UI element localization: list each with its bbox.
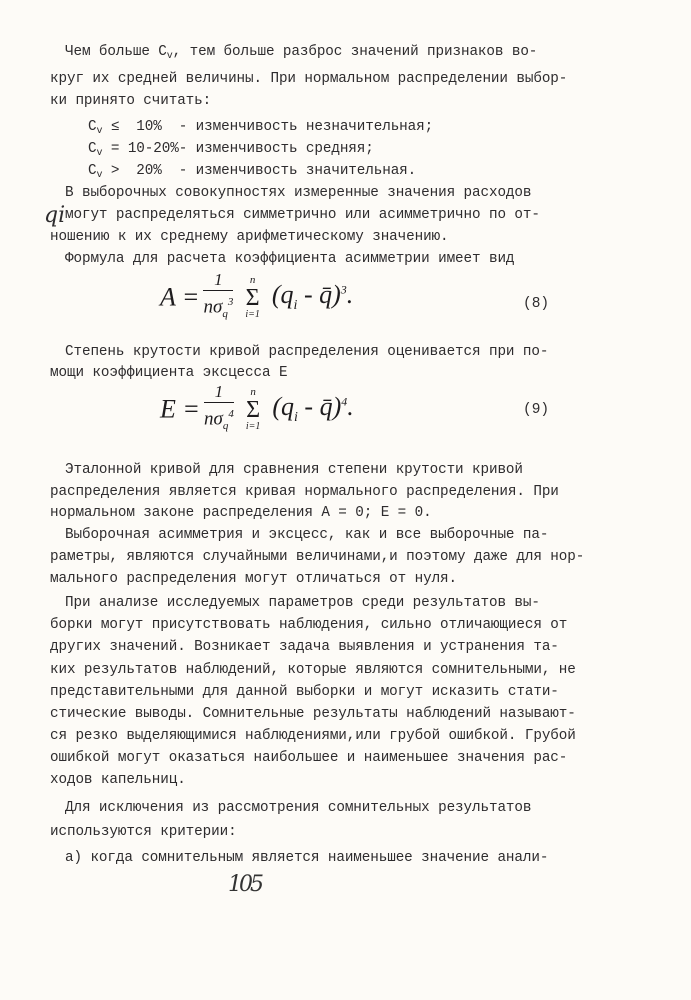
text-line [65, 43, 537, 66]
text-line: круг их средней величины. При нормальном распределении выбор- [50, 71, 568, 87]
text-line: мального распределения могут отличаться от нуля. [50, 571, 458, 587]
text-line: представительными для данной выборки и могут исказить стати- [50, 684, 559, 700]
period: . [347, 392, 354, 422]
text-line: других значений. Возникает задача выявления и устранения та- [50, 639, 559, 655]
text-line: При анализе исследуемых параметров среди результатов вы- [65, 595, 540, 611]
text-line: а) когда сомнительным является наименьшее значение анали- [65, 850, 549, 866]
text-line: борки могут присутствовать наблюдения, сильно отличающиеся от [50, 617, 568, 633]
page-number: 105 [228, 872, 261, 897]
criterion-item [88, 140, 374, 163]
fraction [204, 382, 234, 437]
criterion-item [88, 162, 416, 185]
text-line: мощи коэффициента эксцесса E [50, 365, 288, 381]
body-text: (q [272, 392, 295, 422]
body-sub: i [294, 410, 298, 426]
numerator: 1 [204, 382, 234, 403]
text-line: ходов капельниц. [50, 772, 186, 788]
denominator [203, 291, 233, 325]
sigma: Σ [246, 397, 261, 424]
den-sub: q [222, 420, 229, 433]
power: 4 [341, 394, 348, 409]
text-line: распределения является кривая нормального распределения. При [50, 484, 559, 500]
subscript: v [166, 51, 173, 62]
text-line: В выборочных совокупностях измеренные значения расходов [65, 185, 532, 201]
equation-number: (8) [523, 296, 550, 312]
text-line: используются критерии: [50, 824, 237, 840]
text-line: раметры, являются случайными величинами,и поэтому даже для нор- [50, 549, 585, 565]
body-sub: i [293, 298, 298, 314]
text-line: ошибкой могут оказаться наибольшее и наименьшее значения рас- [50, 750, 568, 766]
condition: = 10-20%- изменчивость средняя; [102, 141, 374, 157]
formula-lhs: A = [160, 282, 200, 312]
sum-upper: n [250, 386, 256, 399]
qi-symbol: qi [44, 203, 66, 228]
text-line: Степень крутости кривой распределения оценивается при по- [65, 344, 549, 360]
sigma: Σ [245, 285, 260, 312]
sum-upper: n [249, 274, 256, 287]
text-line: стические выводы. Сомнительные результаты наблюдений называют- [50, 706, 576, 722]
subscript: v [96, 170, 103, 181]
body-rest: - q̄) [297, 280, 341, 310]
formula-body [271, 280, 354, 314]
sum-symbol [246, 387, 261, 432]
power: 3 [340, 282, 347, 297]
subscript: v [96, 148, 103, 159]
denominator [204, 403, 234, 437]
numerator: 1 [203, 270, 233, 291]
equation-number: (9) [523, 402, 550, 418]
text-line: Формула для расчета коэффициента асимметрии имеет вид [65, 251, 515, 267]
criterion-item [88, 118, 433, 141]
text-line: ки принято считать: [50, 93, 212, 109]
text-line: ношению к их среднему арифметическому значению. [50, 229, 449, 245]
sum-lower: i=1 [245, 309, 260, 321]
den-sub: q [222, 308, 228, 321]
symbol: C [88, 119, 97, 135]
text-line: ких результатов наблюдений, которые являются сомнительными, не [50, 662, 576, 678]
text-line: нормальном законе распределения A = 0; E = 0. [50, 505, 432, 521]
formula-body [272, 392, 354, 426]
den-text: nσ [203, 296, 223, 318]
body-text: (q [271, 280, 294, 310]
text-line: Выборочная асимметрия и эксцесс, как и все выборочные па- [65, 527, 549, 543]
text-line: ся резко выделяющимися наблюдениями,или грубой ошибкой. Грубой [50, 728, 576, 744]
symbol: C [88, 163, 97, 179]
condition: > 20% - изменчивость значительная. [102, 163, 417, 179]
formula-excess [160, 382, 354, 437]
text-span: Чем больше C [65, 44, 167, 60]
sum-lower: i=1 [245, 421, 261, 433]
symbol: C [88, 141, 97, 157]
body-rest: - q̄) [297, 392, 342, 422]
period: . [346, 280, 354, 310]
text-span: , тем больше разброс значений признаков во- [172, 44, 538, 60]
text-line: Эталонной кривой для сравнения степени крутости кривой [65, 462, 523, 478]
fraction [203, 270, 233, 325]
sum-symbol [245, 275, 260, 320]
den-sup: 4 [228, 408, 234, 420]
subscript: v [96, 126, 103, 137]
text-line: могут распределяться симметрично или асимметрично по от- [65, 207, 540, 223]
condition: ≤ 10% - изменчивость незначительная; [102, 119, 434, 135]
den-sup: 3 [227, 296, 234, 308]
den-text: nσ [203, 408, 223, 430]
formula-lhs: E = [160, 394, 200, 424]
formula-asymmetry [160, 270, 353, 325]
text-line: Для исключения из рассмотрения сомнительных результатов [65, 800, 532, 816]
